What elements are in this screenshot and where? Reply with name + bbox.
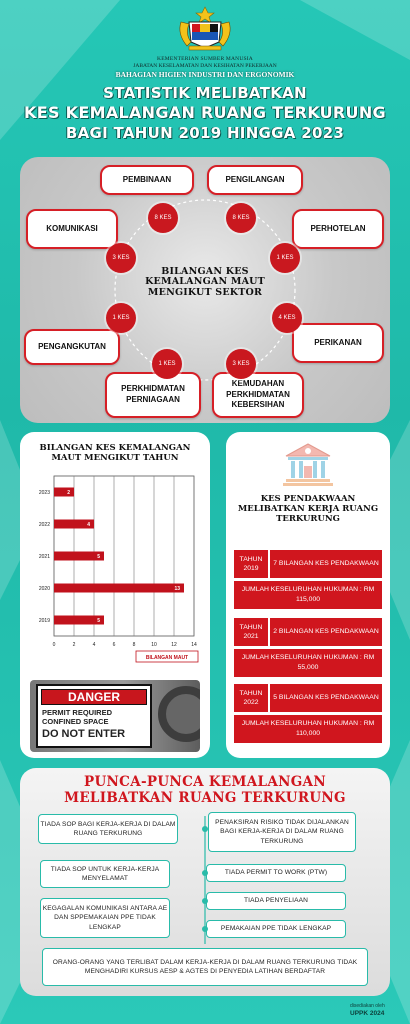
prosecution-year: TAHUN 2021 xyxy=(234,618,268,646)
chart-x-tick-label: 4 xyxy=(92,642,96,648)
division-name: BAHAGIAN HIGIEN INDUSTRI DAN ERGONOMIK xyxy=(115,70,295,79)
prosecution-total: JUMLAH KESELURUHAN HUKUMAN : RM 115,000 xyxy=(234,581,382,609)
connector-dot xyxy=(202,898,208,904)
prosecution-title: KES PENDAKWAAN MELIBATKAN KERJA RUANG TERKURUNG xyxy=(237,494,379,525)
cause-item: TIADA SOP BAGI KERJA-KERJA DI DALAM RUANG TERKURUNG xyxy=(38,814,178,844)
sector-cases-perhotelan: 1 KES xyxy=(270,243,300,273)
chart-y-tick-label: 2023 xyxy=(38,490,50,496)
chart-x-tick-label: 10 xyxy=(151,642,157,648)
cause-item: ORANG-ORANG YANG TERLIBAT DALAM KERJA-KERJA DI DALAM RUANG TERKURUNG TIDAK MENGHADIRI KURSUS AESP & AGTES DI PENYEDIA LATIHAN BERDAFTAR xyxy=(42,948,368,986)
danger-sign-line-1: PERMIT REQUIRED xyxy=(42,708,113,717)
causes-title-line-2: MELIBATKAN RUANG TERKURUNG xyxy=(64,790,346,806)
prosecution-cases: 2 BILANGAN KES PENDAKWAAN xyxy=(270,618,382,646)
courthouse-icon xyxy=(280,440,336,488)
connector-dot xyxy=(202,826,208,832)
page-title-line-1: STATISTIK MELIBATKAN xyxy=(103,84,307,102)
fatal-cases-bar-chart xyxy=(32,472,204,678)
chart-x-tick-label: 8 xyxy=(132,642,136,648)
sector-cases-perikanan: 4 KES xyxy=(272,303,302,333)
prosecution-panel xyxy=(226,432,390,758)
sector-center-title: BILANGAN KES KEMALANGAN MAUT MENGIKUT SEKTOR xyxy=(145,266,265,298)
sector-pengangkutan: PENGANGKUTAN xyxy=(24,329,120,365)
chart-x-tick-label: 12 xyxy=(171,642,177,648)
ministry-name: KEMENTERIAN SUMBER MANUSIA xyxy=(157,56,253,62)
connector-dot xyxy=(202,926,208,932)
sector-perkhidmatan-perniagaan: PERKHIDMATAN PERNIAGAAN xyxy=(105,372,201,418)
connector-dot xyxy=(202,870,208,876)
chart-data-label: 13 xyxy=(174,586,180,592)
cause-item: TIADA PERMIT TO WORK (PTW) xyxy=(206,864,346,882)
yearly-chart-panel xyxy=(20,432,210,758)
sector-cases-pembinaan: 8 KES xyxy=(148,203,178,233)
prosecution-cases: 5 BILANGAN KES PENDAKWAAN xyxy=(270,684,382,712)
chart-y-tick-label: 2019 xyxy=(38,618,50,624)
chart-x-tick-label: 6 xyxy=(112,642,116,648)
cause-item: TIADA PENYELIAAN xyxy=(206,892,346,910)
sector-pengilangan: PENGILANGAN xyxy=(207,165,303,195)
prosecution-year: TAHUN 2022 xyxy=(234,684,268,712)
chart-bar xyxy=(54,584,184,593)
danger-sign-line-2: CONFINED SPACE xyxy=(42,717,109,726)
cause-item: KEGAGALAN KOMUNIKASI ANTARA AE DAN SPPEMAKAIAN PPE TIDAK LENGKAP xyxy=(40,898,170,938)
sector-perikanan: PERIKANAN xyxy=(292,323,384,363)
danger-sign-line-3: DO NOT ENTER xyxy=(42,728,126,740)
sector-cases-pengangkutan: 1 KES xyxy=(106,303,136,333)
sector-perhotelan: PERHOTELAN xyxy=(292,209,384,249)
cause-item: TIADA SOP UNTUK KERJA-KERJA MENYELAMAT xyxy=(40,860,170,888)
chart-y-tick-label: 2022 xyxy=(38,522,50,528)
chart-x-tick-label: 2 xyxy=(72,642,76,648)
footer xyxy=(350,1004,406,1017)
danger-sign-header: DANGER xyxy=(41,689,147,705)
chart-x-tick-label: 0 xyxy=(52,642,56,648)
prosecution-cases: 7 BILANGAN KES PENDAKWAAN xyxy=(270,550,382,578)
chart-y-tick-label: 2021 xyxy=(38,554,50,560)
causes-title-line-1: PUNCA-PUNCA KEMALANGAN xyxy=(84,774,326,790)
sector-cases-perniagaan: 1 KES xyxy=(152,349,182,379)
causes-panel xyxy=(20,768,390,996)
chart-data-label: 5 xyxy=(97,554,100,560)
prosecution-total: JUMLAH KESELURUHAN HUKUMAN : RM 110,000 xyxy=(234,715,382,743)
chart-data-label: 4 xyxy=(87,522,90,528)
prosecution-total: JUMLAH KESELURUHAN HUKUMAN : RM 55,000 xyxy=(234,649,382,677)
danger-sign-photo xyxy=(30,680,200,752)
sector-kemudahan-perkhidmatan-kebersihan: KEMUDAHAN PERKHIDMATAN KEBERSIHAN xyxy=(212,372,304,418)
chart-x-tick-label: 14 xyxy=(191,642,197,648)
chart-data-label: 2 xyxy=(67,490,70,496)
footer-org: UPPK 2024 xyxy=(350,1009,385,1017)
chart-legend-label: BILANGAN MAUT xyxy=(145,655,189,661)
sector-cases-pengilangan: 8 KES xyxy=(226,203,256,233)
sector-cases-komunikasi: 3 KES xyxy=(106,243,136,273)
sector-komunikasi: KOMUNIKASI xyxy=(26,209,118,249)
footer-prepared-by: disediakan oleh xyxy=(350,1003,385,1009)
cause-item: PENAKSIRAN RISIKO TIDAK DIJALANKAN BAGI KERJA-KERJA DI DALAM RUANG TERKURUNG xyxy=(208,812,356,852)
sector-panel xyxy=(20,157,390,423)
prosecution-year: TAHUN 2019 xyxy=(234,550,268,578)
danger-sign xyxy=(36,684,152,748)
chart-title: BILANGAN KES KEMALANGAN MAUT MENGIKUT TAHUN xyxy=(39,443,191,463)
department-name: JABATAN KESELAMATAN DAN KESIHATAN PEKERJAAN xyxy=(133,63,277,69)
sector-cases-kemudahan: 3 KES xyxy=(226,349,256,379)
sector-pembinaan: PEMBINAAN xyxy=(100,165,194,195)
valve-wheel-image xyxy=(158,686,200,742)
chart-bar xyxy=(54,488,74,497)
cause-item: PEMAKAIAN PPE TIDAK LENGKAP xyxy=(206,920,346,938)
chart-data-label: 5 xyxy=(97,618,100,624)
coat-of-arms-logo xyxy=(175,6,235,52)
page-title-line-3: BAGI TAHUN 2019 HINGGA 2023 xyxy=(65,124,345,142)
chart-y-tick-label: 2020 xyxy=(38,586,50,592)
page-title-line-2: KES KEMALANGAN RUANG TERKURUNG xyxy=(24,103,386,122)
